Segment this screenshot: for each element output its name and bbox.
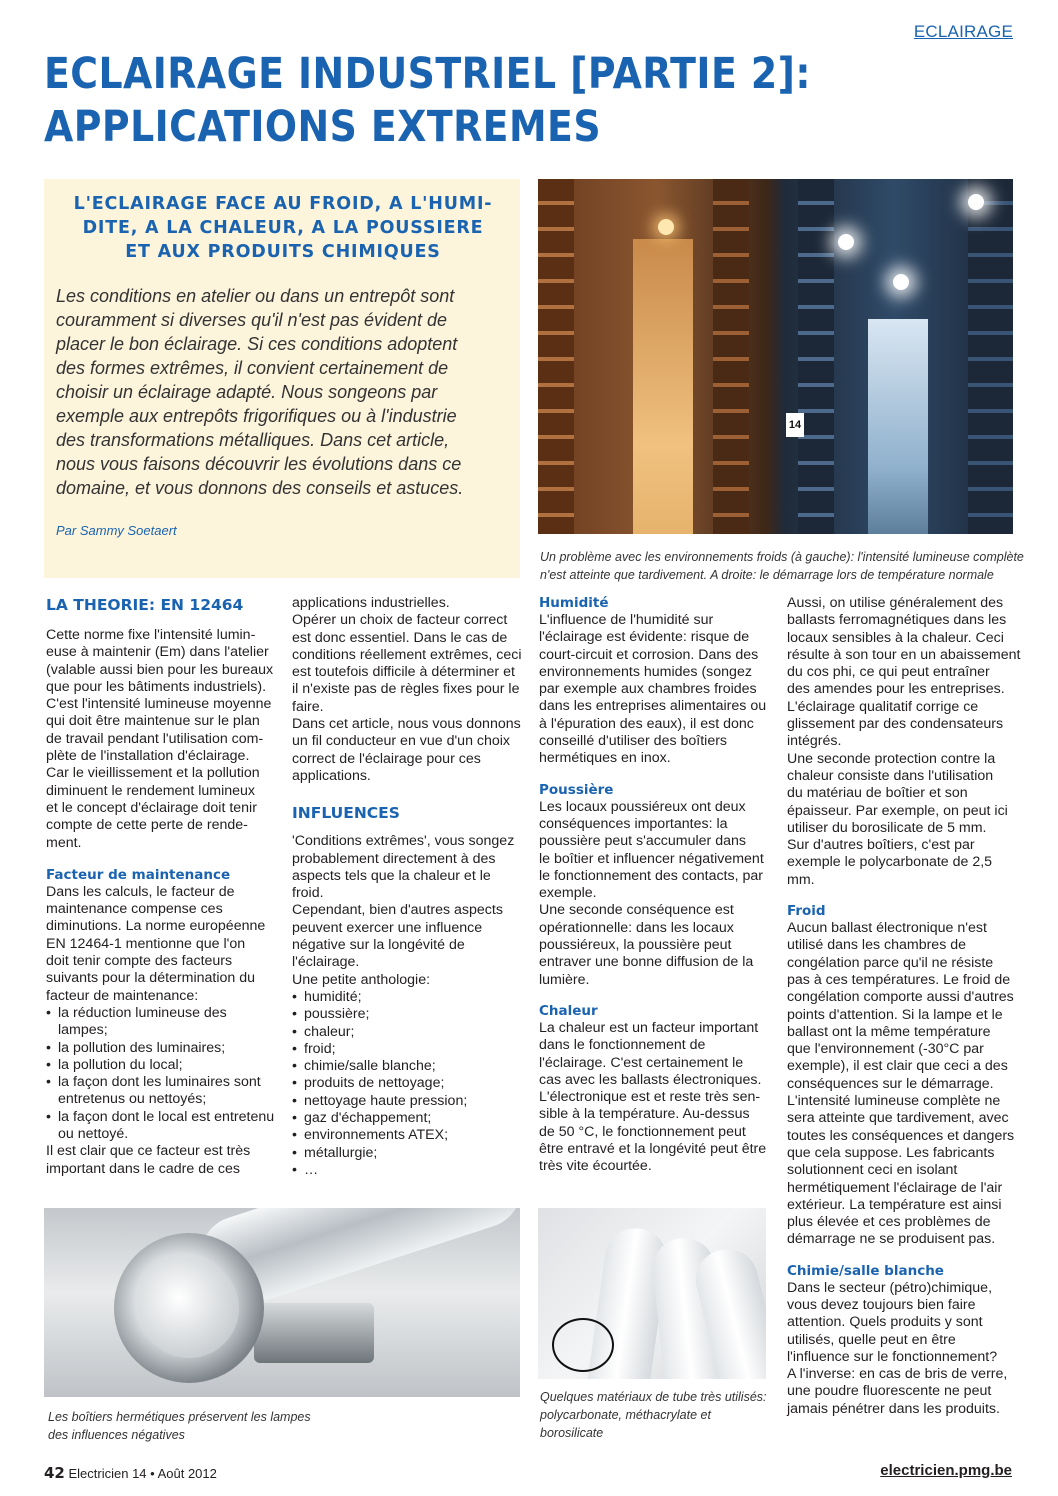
caption-line: Les boîtiers hermétiques préservent les lampes	[48, 1410, 311, 1424]
text-line: Dans cet article, nous vous donnons	[292, 716, 521, 733]
text-line: ment.	[46, 834, 82, 851]
website-link[interactable]: electricien.pmg.be	[880, 1462, 1012, 1479]
text-line: Cette norme fixe l'intensité lumin-	[46, 627, 256, 643]
warm-aisle	[633, 239, 693, 534]
text-line: plus élevée et ces problèmes de	[787, 1214, 991, 1231]
text-line: sera atteinte que tardivement, avec	[787, 1110, 1009, 1127]
text-line: • la façon dont les luminaires sont	[58, 1074, 261, 1091]
rack-left	[538, 179, 574, 534]
text-line: Dans les calculs, le facteur de	[46, 883, 235, 900]
text-line: L'influence de l'humidité sur	[539, 612, 714, 628]
heading-influences: INFLUENCES	[292, 804, 400, 823]
text-line: conséquences sur le démarrage.	[787, 1075, 994, 1092]
subtitle-line: ET AUX PRODUITS CHIMIQUES	[125, 242, 441, 262]
text-line: Aussi, on utilise généralement des	[787, 595, 1004, 611]
text-line: applications.	[292, 767, 371, 784]
text-line: du matériau de boîtier et son	[787, 785, 968, 802]
list-item: • environnements ATEX;	[292, 1127, 522, 1144]
text-line: Une seconde conséquence est	[539, 902, 734, 919]
text-line: locaux sensibles à la chaleur. Ceci	[787, 629, 1004, 646]
text-line: lampes;	[58, 1022, 108, 1039]
text-line: le fonctionnement des contacts, par	[539, 867, 763, 884]
lamp-warm	[658, 219, 674, 235]
text-line: poussière peut s'accumuler dans	[539, 833, 746, 850]
list-item: • froid;	[292, 1041, 522, 1058]
maintenance-factor-list	[46, 1005, 276, 1143]
text-line: La chaleur est un facteur important	[539, 1019, 759, 1036]
paragraph	[787, 1280, 1017, 1418]
text-line: extérieur. La température est ainsi	[787, 1196, 1002, 1213]
text-line: est donc essentiel. Dans le cas de	[292, 629, 508, 646]
text-line: de travail pendant l'utilisation com-	[46, 730, 264, 747]
list-item: • chimie/salle blanche;	[292, 1058, 522, 1075]
text-line: qui doit être maintenue sur le plan	[46, 713, 260, 730]
subheading-froid: Froid	[787, 903, 826, 920]
text-line: l'influence sur le fonctionnement?	[787, 1348, 998, 1365]
text-line: exemple le polycarbonate de 2,5	[787, 854, 993, 871]
text-line: exemple), il est clair que ceci a des	[787, 1058, 1008, 1075]
text-line: hermétiques en inox.	[539, 750, 671, 767]
subtitle-line: DITE, A LA CHALEUR, A LA POUSSIERE	[82, 218, 484, 238]
text-line: attention. Quels produits y sont	[787, 1314, 983, 1331]
text-line: dans le fonctionnement de	[539, 1037, 706, 1054]
paragraph	[46, 627, 276, 852]
text-line: Sur d'autres boîtiers, c'est par	[787, 837, 975, 854]
list-item: • poussière;	[292, 1006, 522, 1023]
subheading-humidite: Humidité	[539, 595, 609, 611]
text-line: ballast ont la même température	[787, 1023, 991, 1040]
column-2	[292, 595, 522, 1179]
text-line: chaleur consiste dans l'utilisation	[787, 767, 994, 784]
text-line: démarrage ne se produisent pas.	[787, 1231, 996, 1248]
subheading-poussiere: Poussière	[539, 781, 614, 798]
lead-line: exemple aux entrepôts frigorifiques ou à l'industrie	[56, 406, 457, 426]
rack-number-sign: 14	[786, 413, 804, 437]
hermetic-housing-photo	[44, 1208, 520, 1397]
text-line: utilisés, quelle peut en être	[787, 1331, 956, 1348]
text-line: points d'attention. Si la lampe et le	[787, 1006, 1003, 1023]
warehouse-caption	[540, 548, 1024, 584]
text-line: du cos phi, ce qui peut entraîner	[787, 664, 990, 681]
text-line: A l'inverse: en cas de bris de verre,	[787, 1366, 1008, 1383]
list-item: • humidité;	[292, 989, 522, 1006]
text-line: que pour les bâtiments industriels).	[46, 678, 267, 695]
lead-line: nous vous faisons découvrir les évolutions dans ce	[56, 454, 462, 474]
text-line: maintenance compense ces	[46, 901, 223, 918]
text-line: dans les entreprises alimentaires ou	[539, 698, 767, 715]
article-title	[44, 48, 906, 154]
text-line: Car le vieillissement et la pollution	[46, 765, 260, 782]
title-line: ECLAIRAGE INDUSTRIEL [PARTIE 2]:	[44, 49, 811, 99]
text-line: court-circuit et corrosion. Dans des	[539, 646, 759, 663]
text-line: un fil conducteur en vue d'un choix	[292, 733, 511, 750]
subtitle-line: L'ECLAIRAGE FACE AU FROID, A L'HUMI-	[73, 194, 493, 214]
lead-line: Les conditions en atelier ou dans un entrepôt sont	[56, 286, 455, 306]
text-line: C'est l'intensité lumineuse moyenne	[46, 696, 272, 713]
text-line: L'éclairage qualitatif corrige ce	[787, 698, 979, 715]
text-line: l'éclairage. C'est certainement le	[539, 1054, 744, 1071]
paragraph	[292, 595, 522, 785]
text-line: intégrés.	[787, 733, 842, 750]
heading-theorie: LA THEORIE: EN 12464	[46, 596, 244, 614]
text-line: entraver une bonne diffusion de la	[539, 954, 754, 971]
text-line: Dans le secteur (pétro)chimique,	[787, 1279, 993, 1296]
text-line: une poudre fluorescente ne peut	[787, 1383, 992, 1400]
text-line: conséquences importantes: la	[539, 815, 728, 832]
list-item	[46, 1057, 276, 1074]
text-line: lumière.	[539, 971, 590, 988]
text-line: applications industrielles.	[292, 595, 450, 611]
text-line: par exemple aux chambres froides	[539, 681, 757, 698]
lead-line: des formes extrêmes, il convient certainement de	[56, 358, 449, 378]
housing-caption	[48, 1408, 518, 1444]
list-item: • gaz d'échappement;	[292, 1110, 522, 1127]
list-item	[46, 1040, 276, 1057]
list-item: • produits de nettoyage;	[292, 1075, 522, 1092]
text-line: euse à maintenir (Em) dans l'atelier	[46, 644, 269, 661]
text-line: diminuent le rendement lumineux	[46, 782, 255, 799]
caption-line: borosilicate	[540, 1426, 604, 1440]
caption-line: polycarbonate, méthacrylate et	[540, 1408, 711, 1422]
tube-materials-photo	[538, 1208, 766, 1379]
rack-center-right	[798, 179, 834, 534]
cool-aisle	[868, 319, 928, 534]
paragraph	[539, 1020, 771, 1176]
lamp-cool	[893, 274, 909, 290]
intro-subtitle	[56, 192, 510, 264]
text-line: conseillé d'utiliser des boîtiers	[539, 733, 728, 750]
lead-line: des transformations métalliques. Dans cet article,	[56, 430, 450, 450]
text-line: cas avec les ballasts électroniques.	[539, 1071, 762, 1088]
list-item	[46, 1074, 276, 1109]
text-line: poussiéreux, la poussière peut	[539, 937, 732, 954]
section-tag[interactable]: ECLAIRAGE	[913, 22, 1013, 41]
column-1	[46, 595, 276, 1178]
text-line: conditions réellement extrêmes, ceci	[292, 646, 522, 663]
text-line: glissement par des condensateurs	[787, 716, 1004, 733]
caption-line: Un problème avec les environnements froids (à gauche): l'intensité lumineuse complète	[540, 550, 1024, 564]
text-line: entretenus ou nettoyés;	[58, 1091, 207, 1108]
subheading-chaleur: Chaleur	[539, 1002, 598, 1019]
text-line: pas à ces températures. Le froid de	[787, 971, 1011, 988]
caption-line: Quelques matériaux de tube très utilisés:	[540, 1390, 767, 1404]
lamp-cool	[838, 234, 854, 250]
page-number: 42	[44, 1464, 65, 1482]
text-line: exemple.	[539, 885, 597, 902]
text-line: diminutions. La norme européenne	[46, 918, 266, 935]
list-item: • …	[292, 1162, 522, 1179]
paragraph	[787, 595, 1021, 889]
text-line: (valable aussi bien pour les bureaux	[46, 661, 274, 678]
text-line: facteur de maintenance:	[46, 987, 199, 1004]
text-line: faire.	[292, 698, 324, 715]
text-line: est toutefois difficile à déterminer et	[292, 664, 515, 681]
text-line: plète de l'installation d'éclairage.	[46, 748, 250, 765]
text-line: et le concept d'éclairage doit tenir	[46, 799, 257, 816]
text-line: jamais pénétrer dans les produits.	[787, 1400, 1000, 1417]
text-line: doit tenir compte des facteurs	[46, 953, 233, 970]
text-line: hermétiquement l'éclairage de l'air	[787, 1179, 1003, 1196]
text-line: Opérer un choix de facteur correct	[292, 612, 508, 629]
text-line: très vite écourtée.	[539, 1158, 652, 1175]
text-line: utilisé dans les chambres de	[787, 937, 967, 954]
text-line: • la pollution du local;	[58, 1056, 183, 1073]
text-line: à l'épuration des eaux), il est donc	[539, 715, 754, 732]
paragraph	[292, 833, 522, 989]
text-line: Une seconde protection contre la	[787, 750, 996, 767]
text-line: compte de cette perte de rende-	[46, 817, 248, 834]
text-line: il n'existe pas de règles fixes pour le	[292, 681, 520, 698]
text-line: l'éclairage est évidente: risque de	[539, 629, 750, 646]
text-line: • la façon dont le local est entretenu	[58, 1108, 275, 1125]
text-line: que cela suppose. Les fabricants	[787, 1144, 995, 1161]
text-line: environnements humides (songez	[539, 663, 752, 680]
materials-caption	[540, 1388, 768, 1442]
text-line: suivants pour la détermination du	[46, 970, 255, 987]
rack-center-left	[713, 179, 749, 534]
text-line: important dans le cadre de ces	[46, 1160, 241, 1177]
text-line: être entravé et la longévité peut être	[539, 1141, 767, 1158]
list-item: • métallurgie;	[292, 1145, 522, 1162]
text-line: correct de l'éclairage pour ces	[292, 750, 481, 767]
text-line: résulte à son tour en un abaissement	[787, 646, 1021, 663]
title-line: APPLICATIONS EXTREMES	[44, 102, 602, 152]
seal-ring	[552, 1318, 614, 1372]
text-line: L'intensité lumineuse complète ne	[787, 1093, 1001, 1110]
text-line: ballasts ferromagnétiques dans les	[787, 612, 1007, 629]
list-item	[46, 1005, 276, 1040]
text-line: Il est clair que ce facteur est très	[46, 1143, 251, 1160]
text-line: • la pollution des luminaires;	[58, 1039, 226, 1056]
caption-line: des influences négatives	[48, 1428, 185, 1442]
text-line: L'électronique est et reste très sen-	[539, 1089, 761, 1106]
intro-lead	[56, 284, 516, 500]
subheading-chimie: Chimie/salle blanche	[787, 1262, 944, 1279]
text-line: des amendes pour les entreprises.	[787, 681, 1005, 698]
text-line: congélation parce qu'il ne résiste	[787, 954, 994, 971]
footer-issue	[44, 1464, 217, 1482]
text-line: Une petite anthologie:	[292, 971, 431, 988]
end-cap-inner	[139, 1258, 239, 1358]
text-line: 'Conditions extrêmes', vous songez	[292, 833, 515, 850]
text-line: opérationnelle: dans les locaux	[539, 919, 734, 936]
text-line: de 50 °C, le fonctionnement peut	[539, 1123, 746, 1140]
warehouse-photo	[538, 179, 1013, 534]
list-item: • chaleur;	[292, 1024, 522, 1041]
paragraph	[46, 1143, 276, 1178]
text-line: utiliser du borosilicate de 5 mm.	[787, 819, 987, 836]
influences-list	[292, 989, 522, 1179]
subheading-facteur: Facteur de maintenance	[46, 866, 231, 883]
lamp-cool	[968, 194, 984, 210]
text-line: mm.	[787, 871, 815, 888]
text-line: solutionnent ceci en isolant	[787, 1162, 958, 1179]
text-line: vous devez toujours bien faire	[787, 1296, 976, 1313]
text-line: toutes les conséquences et dangers	[787, 1127, 1015, 1144]
text-line: Aucun ballast électronique n'est	[787, 920, 987, 937]
text-line: • la réduction lumineuse des	[58, 1004, 227, 1021]
text-line: congélation comporte aussi d'autres	[787, 989, 1014, 1006]
text-line: peuvent exercer une influence	[292, 919, 483, 936]
text-line: ou nettoyé.	[58, 1126, 129, 1143]
text-line: aspects tels que la chaleur et le	[292, 867, 491, 884]
text-line: EN 12464-1 mentionne que l'on	[46, 935, 246, 952]
text-line: l'éclairage.	[292, 954, 360, 971]
text-line: que l'environnement (-30°C par	[787, 1041, 984, 1058]
text-line: Les locaux poussiéreux ont deux	[539, 798, 746, 815]
paragraph	[46, 884, 276, 1005]
column-3	[539, 595, 771, 1176]
rack-right	[968, 179, 1013, 534]
list-item	[46, 1109, 276, 1144]
author-byline: Par Sammy Soetaert	[56, 523, 177, 538]
text-line: sible à la température. Au-dessus	[539, 1106, 750, 1123]
lead-line: choisir un éclairage adapté. Nous songeons par	[56, 382, 438, 402]
paragraph	[539, 799, 771, 989]
lead-line: domaine, et vous donnons des conseils et astuces.	[56, 478, 464, 498]
text-line: froid.	[292, 885, 324, 902]
column-4	[787, 595, 1021, 1418]
text-line: négative sur la longévité de	[292, 937, 465, 954]
text-line: le boîtier et influencer négativement	[539, 850, 764, 867]
lead-line: couramment si diverses qu'il n'est pas évident de	[56, 310, 448, 330]
list-item: • nettoyage haute pression;	[292, 1093, 522, 1110]
text-line: Cependant, bien d'autres aspects	[292, 902, 503, 919]
paragraph	[787, 920, 1017, 1249]
issue-label: Electricien 14 • Août 2012	[68, 1466, 217, 1481]
text-line: épaisseur. Par exemple, on peut ici	[787, 802, 1008, 819]
mounting-clamp	[254, 1303, 374, 1363]
text-line: probablement directement à des	[292, 850, 496, 867]
caption-line: n'est atteinte que tardivement. A droite: le démarrage lors de température normale	[540, 568, 994, 582]
lead-line: placer le bon éclairage. Si ces conditions adoptent	[56, 334, 458, 354]
paragraph	[539, 612, 771, 768]
